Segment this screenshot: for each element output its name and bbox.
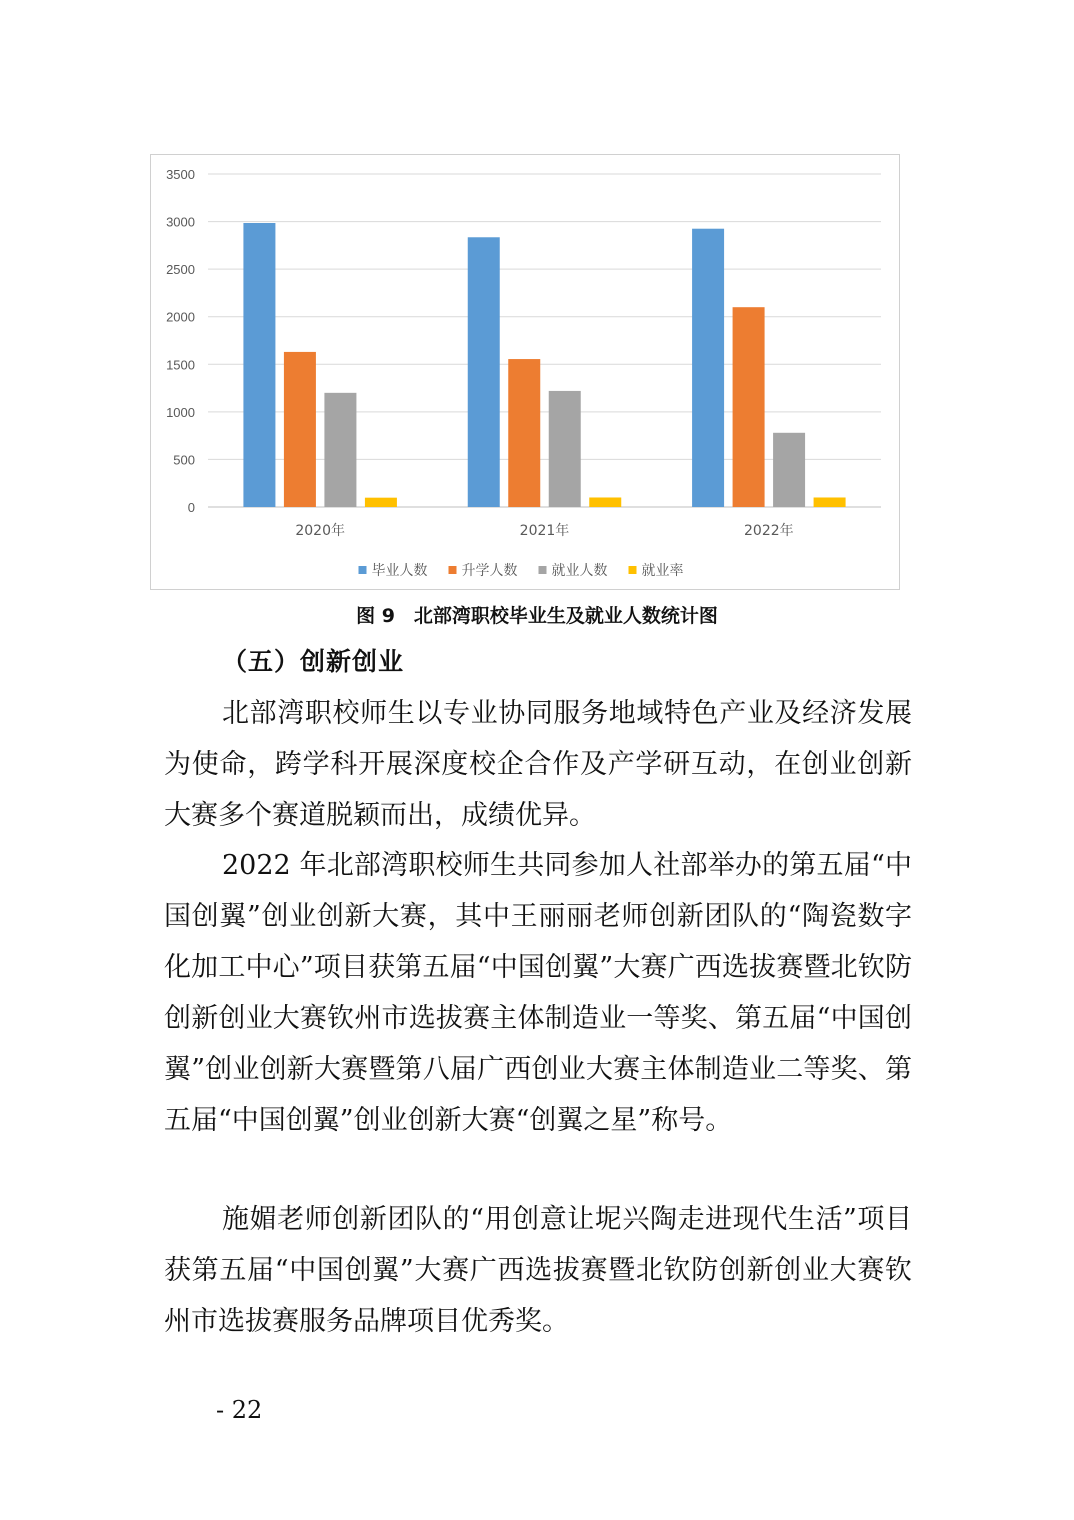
legend-swatch xyxy=(629,566,637,574)
bar xyxy=(549,391,581,507)
paragraph-1: 北部湾职校师生以专业协同服务地域特色产业及经济发展为使命，跨学科开展深度校企合作及产学研互动，在创业创新大赛多个赛道脱颖而出，成绩优异。 xyxy=(164,698,912,831)
legend-label: 升学人数 xyxy=(461,563,518,579)
legend-label: 毕业人数 xyxy=(371,563,428,579)
bar xyxy=(692,229,724,507)
legend-label: 就业率 xyxy=(641,563,684,579)
y-tick-label: 1000 xyxy=(166,404,195,420)
y-tick-label: 1500 xyxy=(166,357,195,373)
section-heading: （五）创新创业 xyxy=(222,647,405,676)
bar xyxy=(284,352,316,507)
paragraph-2: 2022 年北部湾职校师生共同参加人社部举办的第五届“中国创翼”创业创新大赛，其中王丽丽老师创新团队的“陶瓷数字化加工中心”项目获第五届“中国创翼”大赛广西选拔赛暨北钦防创新创业大赛钦州市选拔赛主体制造业一等奖、第五届“中国创翼”创业创新大赛暨第八届广西创业大赛主体制造业二等奖、第五届“中国创翼”创业创新大赛“创翼之星”称号。 xyxy=(164,850,912,1136)
legend-swatch xyxy=(359,566,367,574)
bar xyxy=(468,237,500,507)
y-tick-label: 0 xyxy=(187,500,195,515)
bar xyxy=(365,498,397,507)
bar xyxy=(508,359,540,507)
x-tick-label: 2020年 xyxy=(295,523,345,539)
bar-chart xyxy=(151,155,899,589)
figure-caption: 图 9 北部湾职校毕业生及就业人数统计图 xyxy=(356,605,718,627)
y-tick-label: 500 xyxy=(173,452,195,468)
x-tick-label: 2022年 xyxy=(744,523,794,539)
bar xyxy=(589,497,621,507)
y-tick-label: 3500 xyxy=(166,167,195,182)
legend-swatch xyxy=(449,566,457,574)
legend-swatch xyxy=(539,566,547,574)
bar xyxy=(773,433,805,507)
y-tick-label: 2000 xyxy=(166,309,195,325)
bar xyxy=(814,497,846,507)
page-number: - 22 xyxy=(216,1396,263,1424)
y-tick-label: 3000 xyxy=(166,214,195,230)
bar xyxy=(243,223,275,507)
legend-label: 就业人数 xyxy=(551,563,608,579)
bar xyxy=(324,393,356,507)
bar xyxy=(733,307,765,507)
paragraph-3: 施媚老师创新团队的“用创意让坭兴陶走进现代生活”项目获第五届“中国创翼”大赛广西选拔赛暨北钦防创新创业大赛钦州市选拔赛服务品牌项目优秀奖。 xyxy=(164,1204,912,1337)
y-tick-label: 2500 xyxy=(166,262,195,278)
chart-frame xyxy=(150,154,900,590)
x-tick-label: 2021年 xyxy=(519,523,570,539)
